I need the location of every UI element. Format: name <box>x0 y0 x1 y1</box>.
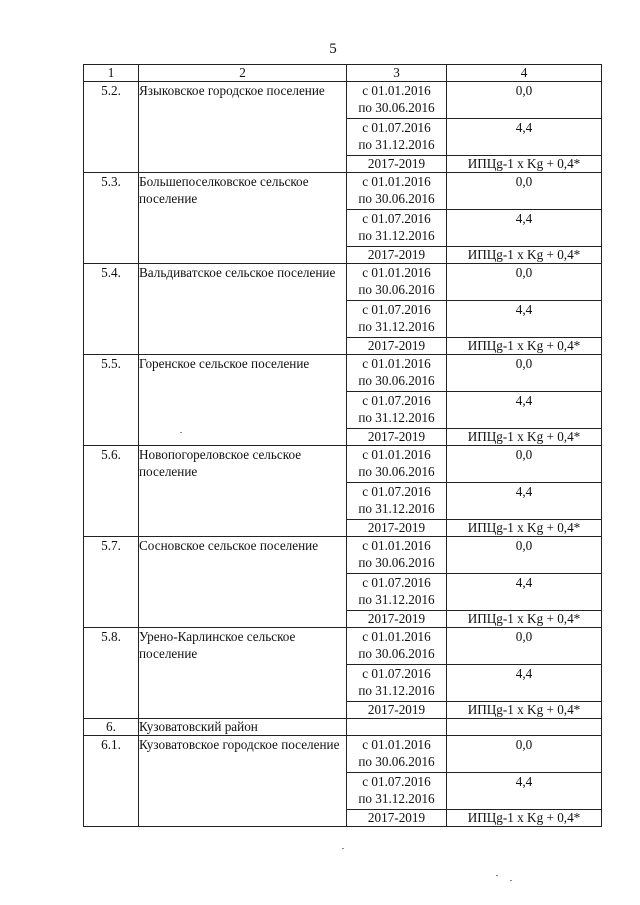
period-cell <box>347 355 447 392</box>
period-to: по 30.06.2016 <box>358 100 435 116</box>
row-number: 5.4. <box>84 264 139 355</box>
empty-cell <box>347 719 447 736</box>
period-from: с 01.01.2016 <box>362 447 431 462</box>
tariff-value: 0,0 <box>447 736 602 773</box>
section-name: Кузоватовский район <box>139 719 347 736</box>
period-to: по 30.06.2016 <box>358 373 435 389</box>
tariff-table <box>83 64 602 827</box>
years-cell: 2017-2019 <box>347 702 447 719</box>
period-cell <box>347 264 447 301</box>
years-cell: 2017-2019 <box>347 520 447 537</box>
column-header-2: 2 <box>139 65 347 82</box>
column-header-4: 4 <box>447 65 602 82</box>
scan-speck <box>510 880 512 881</box>
tariff-formula: ИПЦg-1 х Kg + 0,4* <box>447 156 602 173</box>
period-from: с 01.01.2016 <box>362 356 431 371</box>
period-cell <box>347 537 447 574</box>
period-to: по 31.12.2016 <box>358 319 435 335</box>
years-cell: 2017-2019 <box>347 429 447 446</box>
period-from: с 01.01.2016 <box>362 737 431 752</box>
row-number: 5.7. <box>84 537 139 628</box>
tariff-value: 4,4 <box>447 119 602 156</box>
period-from: с 01.01.2016 <box>362 265 431 280</box>
tariff-value: 4,4 <box>447 665 602 702</box>
column-header-3: 3 <box>347 65 447 82</box>
period-to: по 31.12.2016 <box>358 791 435 807</box>
tariff-value: 0,0 <box>447 82 602 119</box>
page-number: 5 <box>329 41 337 57</box>
period-cell <box>347 392 447 429</box>
period-cell <box>347 736 447 773</box>
period-from: с 01.01.2016 <box>362 174 431 189</box>
period-to: по 30.06.2016 <box>358 754 435 770</box>
settlement-name: Горенское сельское поселение <box>139 355 347 446</box>
period-from: с 01.07.2016 <box>362 575 431 590</box>
tariff-value: 4,4 <box>447 301 602 338</box>
years-cell: 2017-2019 <box>347 338 447 355</box>
table-row <box>84 264 602 301</box>
tariff-value: 4,4 <box>447 574 602 611</box>
table-header-row <box>84 65 602 82</box>
empty-cell <box>447 719 602 736</box>
period-to: по 30.06.2016 <box>358 282 435 298</box>
period-cell <box>347 210 447 247</box>
period-from: с 01.07.2016 <box>362 393 431 408</box>
tariff-formula: ИПЦg-1 х Kg + 0,4* <box>447 520 602 537</box>
years-cell: 2017-2019 <box>347 247 447 264</box>
settlement-name: Новопогореловское сельское поселение <box>139 446 347 537</box>
period-to: по 31.12.2016 <box>358 137 435 153</box>
period-from: с 01.07.2016 <box>362 120 431 135</box>
tariff-formula: ИПЦg-1 х Kg + 0,4* <box>447 338 602 355</box>
settlement-name: Языковское городское поселение <box>139 82 347 173</box>
table-row <box>84 736 602 773</box>
tariff-formula: ИПЦg-1 х Kg + 0,4* <box>447 810 602 827</box>
period-cell <box>347 119 447 156</box>
tariff-value: 4,4 <box>447 392 602 429</box>
period-to: по 31.12.2016 <box>358 501 435 517</box>
settlement-name: Урено-Карлинское сельское поселение <box>139 628 347 719</box>
period-from: с 01.01.2016 <box>362 538 431 553</box>
table-row <box>84 355 602 392</box>
period-from: с 01.07.2016 <box>362 774 431 789</box>
period-cell <box>347 773 447 810</box>
period-from: с 01.07.2016 <box>362 484 431 499</box>
tariff-value: 0,0 <box>447 446 602 483</box>
period-to: по 31.12.2016 <box>358 228 435 244</box>
row-number: 5.8. <box>84 628 139 719</box>
table-body <box>84 82 602 827</box>
period-from: с 01.07.2016 <box>362 211 431 226</box>
period-from: с 01.07.2016 <box>362 302 431 317</box>
row-number: 5.2. <box>84 82 139 173</box>
tariff-value: 4,4 <box>447 483 602 520</box>
row-number: 5.6. <box>84 446 139 537</box>
tariff-value: 0,0 <box>447 628 602 665</box>
period-cell <box>347 628 447 665</box>
tariff-value: 0,0 <box>447 173 602 210</box>
column-header-1: 1 <box>84 65 139 82</box>
period-to: по 30.06.2016 <box>358 555 435 571</box>
period-to: по 30.06.2016 <box>358 191 435 207</box>
period-cell <box>347 173 447 210</box>
tariff-value: 0,0 <box>447 355 602 392</box>
tariff-formula: ИПЦg-1 х Kg + 0,4* <box>447 247 602 264</box>
tariff-value: 0,0 <box>447 537 602 574</box>
period-cell <box>347 665 447 702</box>
settlement-name: Вальдиватское сельское поселение <box>139 264 347 355</box>
tariff-formula: ИПЦg-1 х Kg + 0,4* <box>447 702 602 719</box>
period-cell <box>347 483 447 520</box>
period-to: по 31.12.2016 <box>358 683 435 699</box>
scan-speck <box>180 432 182 433</box>
years-cell: 2017-2019 <box>347 156 447 173</box>
scan-speck <box>496 875 498 876</box>
tariff-formula: ИПЦg-1 х Kg + 0,4* <box>447 611 602 628</box>
table-row <box>84 537 602 574</box>
years-cell: 2017-2019 <box>347 611 447 628</box>
table-row <box>84 628 602 665</box>
section-number: 6. <box>84 719 139 736</box>
table-row <box>84 82 602 119</box>
tariff-value: 4,4 <box>447 773 602 810</box>
tariff-value: 0,0 <box>447 264 602 301</box>
years-cell: 2017-2019 <box>347 810 447 827</box>
period-from: с 01.01.2016 <box>362 629 431 644</box>
period-cell <box>347 446 447 483</box>
row-number: 6.1. <box>84 736 139 827</box>
period-from: с 01.01.2016 <box>362 83 431 98</box>
period-to: по 31.12.2016 <box>358 410 435 426</box>
tariff-value: 4,4 <box>447 210 602 247</box>
settlement-name: Кузоватовское городское поселение <box>139 736 347 827</box>
scan-speck <box>342 848 344 849</box>
row-number: 5.5. <box>84 355 139 446</box>
tariff-formula: ИПЦg-1 х Kg + 0,4* <box>447 429 602 446</box>
table-row <box>84 173 602 210</box>
section-row <box>84 719 602 736</box>
table-row <box>84 446 602 483</box>
period-cell <box>347 301 447 338</box>
period-cell <box>347 574 447 611</box>
settlement-name: Большепоселковское сельское поселение <box>139 173 347 264</box>
period-from: с 01.07.2016 <box>362 666 431 681</box>
period-cell <box>347 82 447 119</box>
settlement-name: Сосновское сельское поселение <box>139 537 347 628</box>
period-to: по 30.06.2016 <box>358 646 435 662</box>
row-number: 5.3. <box>84 173 139 264</box>
period-to: по 31.12.2016 <box>358 592 435 608</box>
period-to: по 30.06.2016 <box>358 464 435 480</box>
